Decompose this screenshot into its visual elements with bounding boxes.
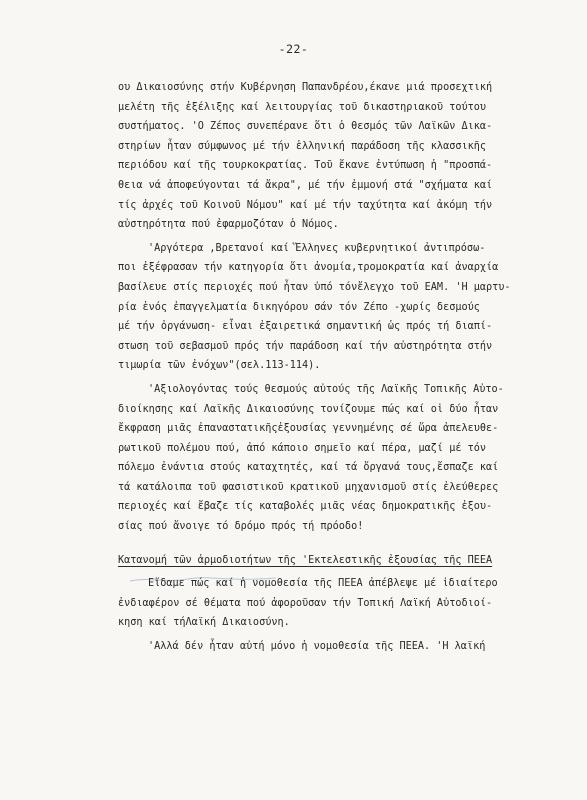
paragraph-1: [118, 78, 570, 235]
text-line: κηση καί τήΛαϊκή Δικαιοσύνη.: [118, 617, 290, 629]
text-line: συστήματος. 'Ο Ζέπος συνεπέρανε ὅτι ὁ θεσμός τῶν Λαϊκῶν Δικα-: [118, 121, 493, 133]
text-line: αὐστηρότητα πού ἐφαρμοζόταν ὁ Νόμος.: [118, 219, 339, 231]
text-line: τιμωρία τῶν ἐνόχων"(σελ.113-114).: [118, 360, 321, 372]
text-line: διοίκησης καί Λαϊκῆς Δικαιοσύνης τονίζουμε πώς καί οἱ δύο ἦταν: [118, 403, 499, 415]
text-line: μέ τήν ὀργάνωση- εἶναι ἐξαιρετικά σημαντική ὡς πρός τή διαπί-: [118, 321, 493, 333]
text-line: ἐνδιαφέρον σέ θέματα πού ἀφοροῦσαν τήν Τοπική Λαϊκή Αὐτοδιοί-: [118, 597, 493, 609]
text-line: πόλεμο ἐνάντια στούς καταχτητές, καί τά ὄργανά τους,ἔσπαζε καί: [118, 462, 499, 474]
text-line: ρωτικοῦ πολέμου πού, ἀπό κάποιο σημεῖο καί πέρα, μαζί μέ τόν: [118, 442, 487, 454]
text-line: ρία ἑνός ἐπαγγελματία δικηγόρου σάν τόν Ζέπο -χωρίς δεσμούς: [118, 301, 480, 313]
text-line: μελέτη τῆς ἐξέλιξης καί λειτουργίας τοῦ δικαστηριακοῦ τούτου: [118, 101, 487, 113]
paragraph-3: [118, 380, 570, 537]
section-heading: Κατανομή τῶν ἁρμοδιοτήτων τῆς 'Εκτελεστικῆς ἐξουσίας τῆς ΠΕΕΑ: [118, 554, 493, 566]
paragraph-5: [118, 637, 570, 657]
text-line: Εἴδαμε πώς καί ἡ νομοθεσία τῆς ΠΕΕΑ ἀπέβλεψε μέ ἰδιαίτερο: [148, 578, 498, 590]
text-line: βασίλευε στίς περιοχές πού ἦταν ὑπό τόνἔλεγχο τοῦ ΕΑΜ. 'Η μαρτυ-: [118, 281, 511, 293]
text-line: ου Δικαιοσύνης στήν Κυβέρνηση Παπανδρέου,έκανε μιά προσεχτική: [118, 82, 493, 93]
paragraph-4: [118, 574, 570, 633]
text-line: περιοχές καί ἔβαζε τίς καταβολές μιᾶς νέας δημοκρατικῆς ἐξου-: [118, 501, 493, 513]
document-body: [118, 78, 570, 657]
text-line: στωση τοῦ σεβασμοῦ πρός τήν παράδοση καί τήν αὐστηρότητα στήν: [118, 340, 493, 352]
text-line: στηρίων ἦταν σύμφωνος μέ τήν ἑλληνική παράδοση τῆς κλασσικῆς: [118, 140, 487, 152]
page-number: -22-: [278, 42, 309, 56]
text-line: περιόδου καί τῆς τουρκοκρατίας. Τοῦ ἔκανε ἐντύπωση ἡ "προσπά-: [118, 160, 493, 172]
text-line: σίας πού ἄνοιγε τό δρόμο πρός τή πρόοδο!: [118, 521, 364, 533]
text-line: 'Αργότερα ,Βρετανοί καί Ἕλληνες κυβερνητικοί ἀντιπρόσω-: [148, 242, 486, 254]
text-line: ποι ἐξέφρασαν τήν κατηγορία ὅτι ἀνομία,τρομοκρατία καί ἀναρχία: [118, 262, 499, 274]
paragraph-2: [118, 239, 570, 376]
text-line: τίς ἀρχές τοῦ Κοινοῦ Νόμου" καί μέ τήν ταχύτητα καί ἀκόμη τήν: [118, 199, 493, 211]
text-line: ἔκφραση μιᾶς ἐπαναστατικῆςἐξουσίας γεννημένης σέ ὥρα ἀπελευθε-: [118, 423, 499, 435]
text-line: 'Αξιολογόντας τούς θεσμούς αὐτούς τῆς Λαϊκῆς Τοπικῆς Αὐτο-: [148, 383, 504, 395]
text-line: τά κατάλοιπα τοῦ φασιστικοῦ κρατικοῦ μηχανισμοῦ στίς ἐλεύθερες: [118, 481, 499, 493]
text-line: 'Αλλά δέν ἦταν αὐτή μόνο ἡ νομοθεσία τῆς ΠΕΕΑ. 'Η λαϊκή: [148, 641, 486, 653]
text-line: θεια νά ἀποφεύγονται τά ἄκρα", μέ τήν ἐμμονή στά "σχήματα καί: [118, 179, 493, 191]
